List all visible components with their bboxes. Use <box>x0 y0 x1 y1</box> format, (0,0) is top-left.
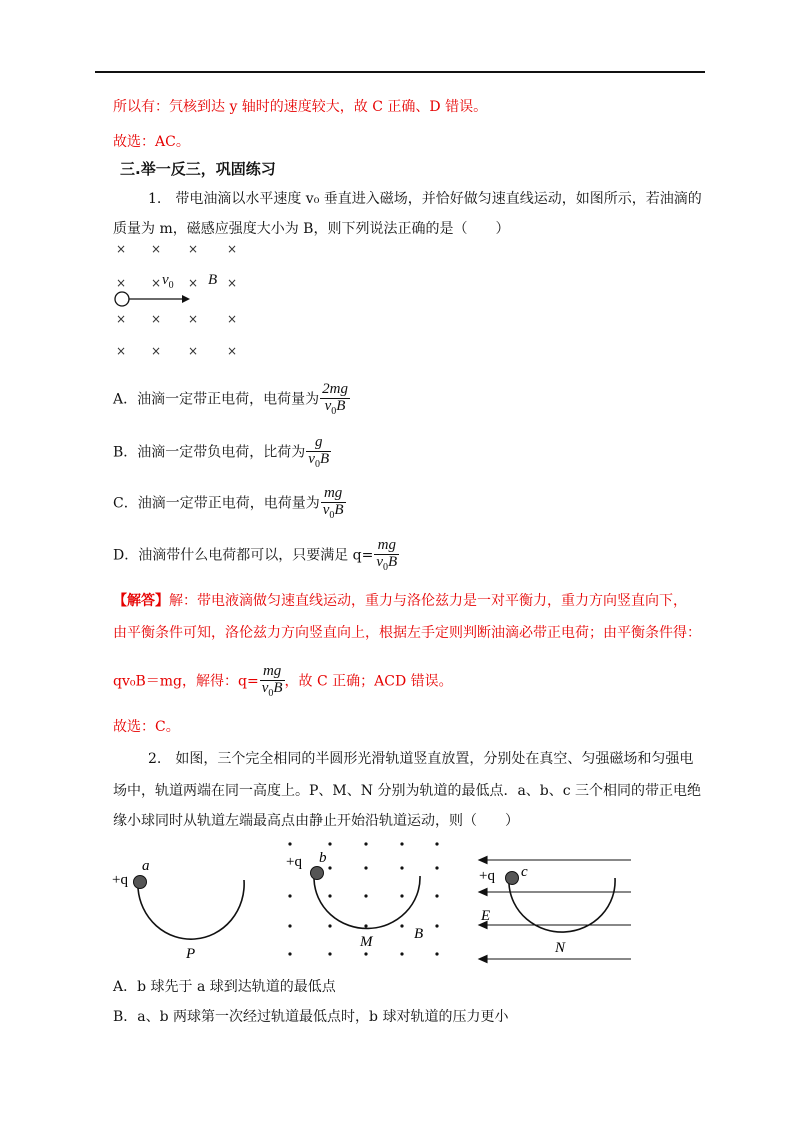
q2-stem-line-1: 2. 如图，三个完全相同的半圆形光滑轨道竖直放置，分别处在真空、匀强磁场和匀强电 <box>148 751 694 767</box>
point-m-label: M <box>360 934 373 950</box>
field-cross: × <box>116 344 127 358</box>
oil-drop-velocity-arrow-icon <box>112 288 192 308</box>
solution-label: 【解答】 <box>113 593 169 609</box>
fraction: $\frac{mg}{v_0B}$ <box>261 663 283 699</box>
q1-choice: 故选：C。 <box>113 719 180 735</box>
q2-stem-line-2: 场中，轨道两端在同一高度上。P、M、N 分别为轨道的最低点．a、b、c 三个相同的带正电绝 <box>113 783 702 799</box>
field-cross: × <box>188 312 199 326</box>
q1-solution-line-3: qv₀B＝mg，解得：q= $\frac{mg}{v_0B}$ ，故 C 正确；ACD 错误。 <box>113 663 453 699</box>
q2-option-b[interactable]: B．a、b 两球第一次经过轨道最低点时，b 球对轨道的压力更小 <box>113 1009 509 1025</box>
field-cross: × <box>227 276 238 290</box>
q1-stem-line-2: 质量为 m，磁感应强度大小为 B，则下列说法正确的是（ ） <box>113 221 510 237</box>
ball-b <box>311 867 324 880</box>
q1-option-a[interactable]: A．油滴一定带正电荷，电荷量为 $\frac{2mg}{v_0B}$ <box>113 381 348 417</box>
field-e-label: E <box>481 908 491 924</box>
q2-option-a[interactable]: A．b 球先于 a 球到达轨道的最低点 <box>113 979 336 995</box>
q2-stem-line-3: 缘小球同时从轨道左端最高点由静止开始沿轨道运动，则（ ） <box>113 813 519 829</box>
field-cross: × <box>116 242 127 256</box>
fraction: $\frac{2mg}{v_0B}$ <box>322 381 348 417</box>
semicircle-track <box>138 880 244 939</box>
fraction: $\frac{mg}{v_0B}$ <box>376 537 398 573</box>
field-cross: × <box>116 312 127 326</box>
semicircle-track <box>509 878 615 932</box>
charge-label: +q <box>112 872 128 888</box>
field-b-label: B <box>414 926 424 942</box>
section-title: 三.举一反三，巩固练习 <box>120 160 276 178</box>
field-cross: × <box>227 242 238 256</box>
q1-solution-line-2: 由平衡条件可知，洛伦兹力方向竖直向上，根据左手定则判断油滴必带正电荷；由平衡条件得： <box>113 625 701 641</box>
semicircle-track <box>314 876 420 928</box>
velocity-label: $v_0$ <box>162 272 174 291</box>
ball-c <box>506 872 519 885</box>
field-cross: × <box>151 242 162 256</box>
track-magnetic-figure <box>282 840 452 970</box>
fraction: $\frac{mg}{v_0B}$ <box>322 485 344 521</box>
q1-stem-line-1: 1. 带电油滴以水平速度 v₀ 垂直进入磁场，并恰好做匀速直线运动，如图所示，若油滴的 <box>148 191 702 207</box>
charge-label: +q <box>286 854 302 870</box>
q1-magnetic-field-figure <box>112 240 252 364</box>
track-electric-figure <box>475 840 635 970</box>
point-n-label: N <box>555 940 566 956</box>
q1-option-d[interactable]: D．油滴带什么电荷都可以，只要满足 q= $\frac{mg}{v_0B}$ <box>113 537 398 573</box>
point-p-label: P <box>186 946 196 962</box>
field-cross: × <box>227 312 238 326</box>
header-rule <box>95 71 705 73</box>
q1-option-b[interactable]: B．油滴一定带负电荷，比荷为 $\frac{g}{v_0B}$ <box>113 434 330 470</box>
q2-figures <box>110 840 670 975</box>
track-vacuum-figure <box>110 840 260 970</box>
field-cross: × <box>188 344 199 358</box>
field-b-label: B <box>208 272 218 288</box>
field-cross: × <box>227 344 238 358</box>
ball-b-label: b <box>319 850 327 866</box>
field-cross: × <box>188 242 199 256</box>
q1-option-c[interactable]: C．油滴一定带正电荷，电荷量为 $\frac{mg}{v_0B}$ <box>113 485 344 521</box>
ball-c-label: c <box>521 864 528 880</box>
charge-label: +q <box>479 868 495 884</box>
field-cross: × <box>188 276 199 290</box>
q1-solution-line-1: 【解答】解：带电液滴做匀速直线运动，重力与洛伦兹力是一对平衡力，重力方向竖直向下， <box>113 593 687 609</box>
ball-a <box>134 876 147 889</box>
fraction: $\frac{g}{v_0B}$ <box>308 434 330 470</box>
field-cross: × <box>151 344 162 358</box>
prev-answer-line: 所以有：氕核到达 y 轴时的速度较大，故 C 正确、D 错误。 <box>113 99 488 115</box>
field-cross: × <box>151 312 162 326</box>
field-cross: × <box>151 276 162 290</box>
field-cross: × <box>116 276 127 290</box>
ball-a-label: a <box>142 858 150 874</box>
prev-answer-choice: 故选：AC。 <box>113 134 190 150</box>
